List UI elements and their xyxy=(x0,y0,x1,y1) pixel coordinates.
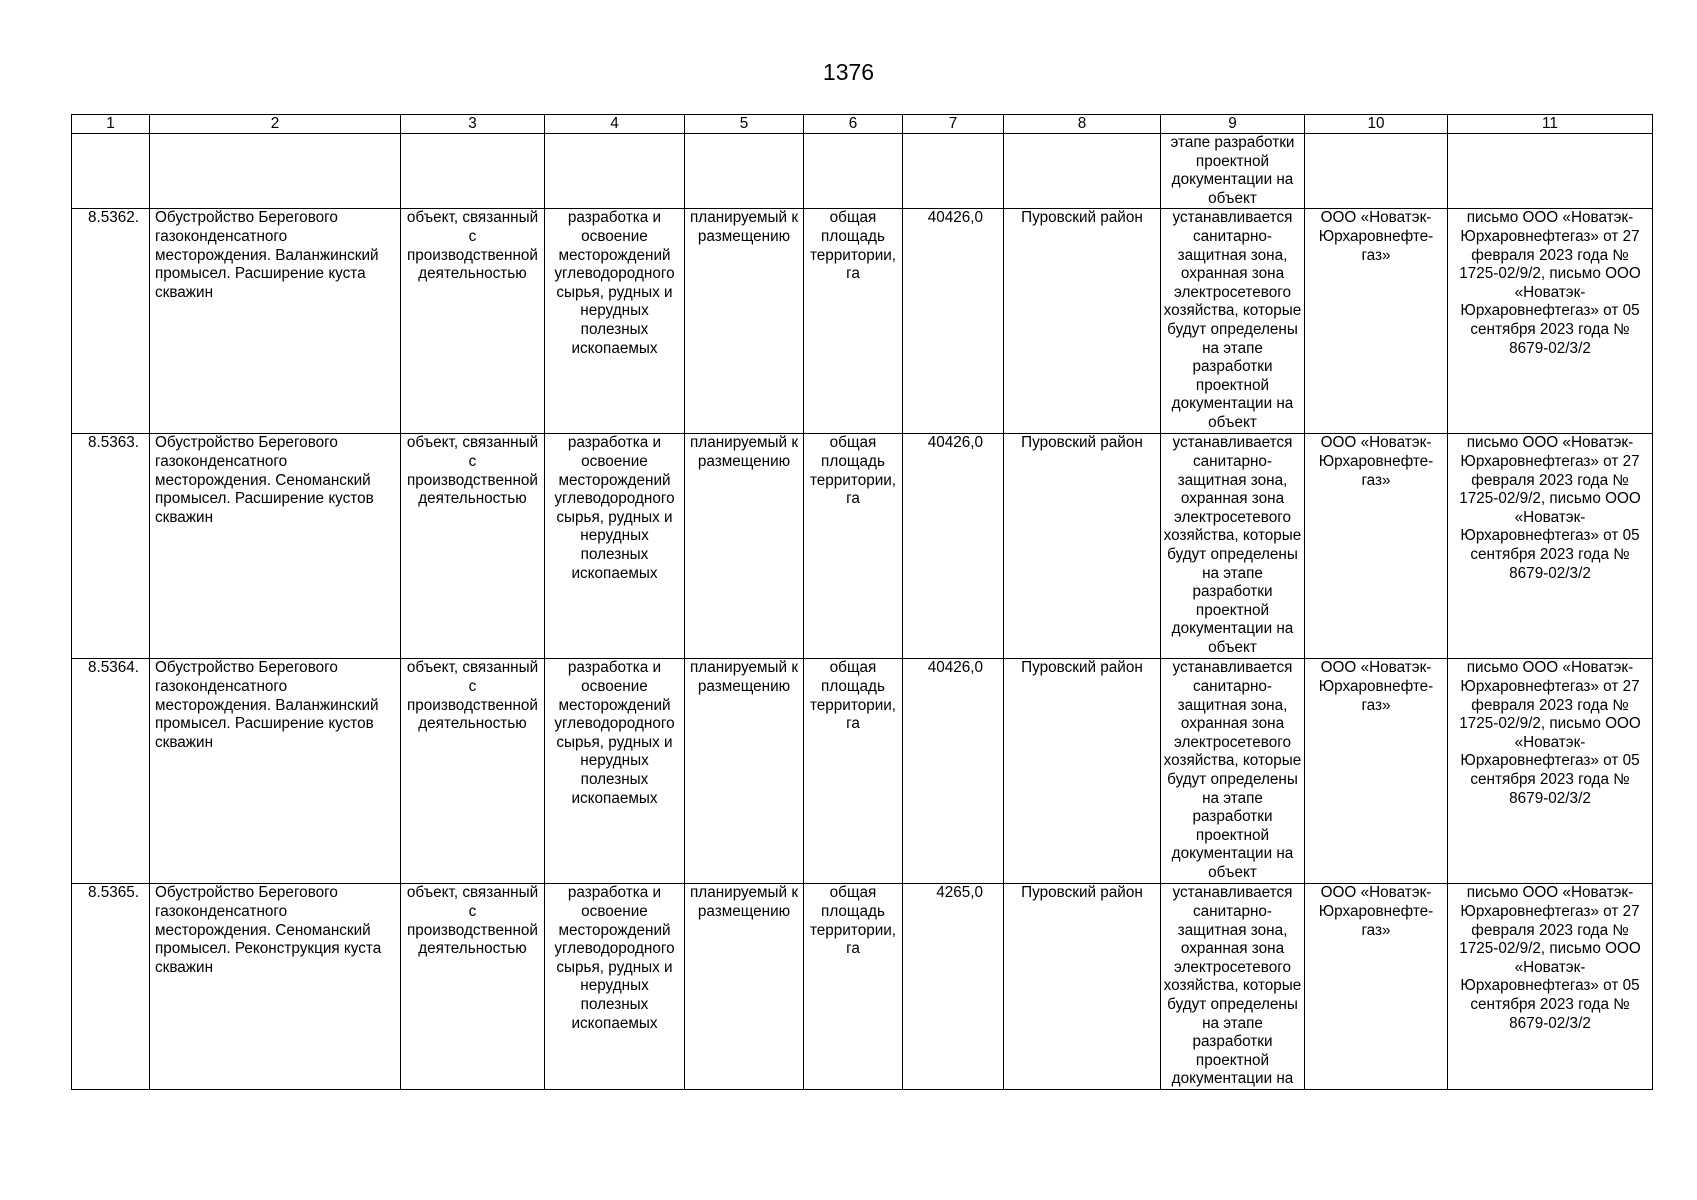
column-header: 9 xyxy=(1161,115,1305,134)
table-row xyxy=(72,659,1653,884)
column-header: 2 xyxy=(150,115,401,134)
object-name: Обустройство Берегового газоконденсатного месторождения. Сеноманский промысел. Расширение кустов скважин xyxy=(150,434,401,659)
table-row xyxy=(72,209,1653,434)
table-cell xyxy=(903,134,1004,209)
object-status: планируемый к размещению xyxy=(685,434,804,659)
basis-cell: письмо ООО «Новатэк-Юрхаровнефтегаз» от 27 февраля 2023 года № 1725-02/9/2, письмо ООО «Новатэк-Юрхаровнефтегаз» от 05 сентября 2023 года № 8679-02/3/2 xyxy=(1448,659,1653,884)
organization-cell: ООО «Новатэк-Юрхаровнефте-газ» xyxy=(1305,659,1448,884)
organization-cell: ООО «Новатэк-Юрхаровнефте-газ» xyxy=(1305,884,1448,1090)
zones-cell: этапе разработки проектной документации на объект xyxy=(1161,134,1305,209)
table-row xyxy=(72,434,1653,659)
row-number: 8.5365. xyxy=(72,884,150,1090)
zones-cell: устанавливается санитарно-защитная зона, охранная зона электросетевого хозяйства, которые будут определены на этапе разработки проектной документации на объект xyxy=(1161,209,1305,434)
table-cell xyxy=(545,134,685,209)
object-location: Пуровский район xyxy=(1004,434,1161,659)
zones-cell: устанавливается санитарно-защитная зона, охранная зона электросетевого хозяйства, которые будут определены на этапе разработки проектной документации на объект xyxy=(1161,434,1305,659)
object-status: планируемый к размещению xyxy=(685,659,804,884)
column-header: 5 xyxy=(685,115,804,134)
object-purpose: разработка и освоение месторождений углеводородного сырья, рудных и нерудных полезных ископаемых xyxy=(545,209,685,434)
object-location: Пуровский район xyxy=(1004,659,1161,884)
object-type: объект, связанный с производственной деятельностью xyxy=(401,209,545,434)
table-cell xyxy=(150,134,401,209)
basis-cell: письмо ООО «Новатэк-Юрхаровнефтегаз» от 27 февраля 2023 года № 1725-02/9/2, письмо ООО «Новатэк-Юрхаровнефтегаз» от 05 сентября 2023 года № 8679-02/3/2 xyxy=(1448,434,1653,659)
table-cell xyxy=(804,134,903,209)
table-cell xyxy=(685,134,804,209)
continuation-row xyxy=(72,134,1653,209)
table-cell xyxy=(1305,134,1448,209)
object-value: 40426,0 xyxy=(903,434,1004,659)
row-number: 8.5362. xyxy=(72,209,150,434)
column-header: 6 xyxy=(804,115,903,134)
object-name: Обустройство Берегового газоконденсатного месторождения. Сеноманский промысел. Реконструкция куста скважин xyxy=(150,884,401,1090)
row-number: 8.5364. xyxy=(72,659,150,884)
column-header: 11 xyxy=(1448,115,1653,134)
column-header: 4 xyxy=(545,115,685,134)
object-location: Пуровский район xyxy=(1004,884,1161,1090)
object-characteristic: общая площадь территории, га xyxy=(804,434,903,659)
object-name: Обустройство Берегового газоконденсатного месторождения. Валанжинский промысел. Расширение кустов скважин xyxy=(150,659,401,884)
zones-cell: устанавливается санитарно-защитная зона, охранная зона электросетевого хозяйства, которые будут определены на этапе разработки проектной документации на xyxy=(1161,884,1305,1090)
object-value: 40426,0 xyxy=(903,209,1004,434)
object-type: объект, связанный с производственной деятельностью xyxy=(401,434,545,659)
object-type: объект, связанный с производственной деятельностью xyxy=(401,659,545,884)
column-header: 7 xyxy=(903,115,1004,134)
page-number: 1376 xyxy=(822,59,875,85)
object-value: 4265,0 xyxy=(903,884,1004,1090)
basis-cell: письмо ООО «Новатэк-Юрхаровнефтегаз» от 27 февраля 2023 года № 1725-02/9/2, письмо ООО «Новатэк-Юрхаровнефтегаз» от 05 сентября 2023 года № 8679-02/3/2 xyxy=(1448,884,1653,1090)
zones-cell: устанавливается санитарно-защитная зона, охранная зона электросетевого хозяйства, которые будут определены на этапе разработки проектной документации на объект xyxy=(1161,659,1305,884)
table-cell xyxy=(1448,134,1653,209)
object-status: планируемый к размещению xyxy=(685,209,804,434)
object-purpose: разработка и освоение месторождений углеводородного сырья, рудных и нерудных полезных ископаемых xyxy=(545,884,685,1090)
table-cell xyxy=(1004,134,1161,209)
table-cell xyxy=(401,134,545,209)
column-header: 1 xyxy=(72,115,150,134)
basis-cell: письмо ООО «Новатэк-Юрхаровнефтегаз» от 27 февраля 2023 года № 1725-02/9/2, письмо ООО «Новатэк-Юрхаровнефтегаз» от 05 сентября 2023 года № 8679-02/3/2 xyxy=(1448,209,1653,434)
column-header: 10 xyxy=(1305,115,1448,134)
registry-table xyxy=(71,114,1653,1090)
object-characteristic: общая площадь территории, га xyxy=(804,659,903,884)
object-value: 40426,0 xyxy=(903,659,1004,884)
column-header: 8 xyxy=(1004,115,1161,134)
object-name: Обустройство Берегового газоконденсатного месторождения. Валанжинский промысел. Расширение куста скважин xyxy=(150,209,401,434)
object-characteristic: общая площадь территории, га xyxy=(804,884,903,1090)
organization-cell: ООО «Новатэк-Юрхаровнефте-газ» xyxy=(1305,434,1448,659)
object-location: Пуровский район xyxy=(1004,209,1161,434)
object-characteristic: общая площадь территории, га xyxy=(804,209,903,434)
header-row xyxy=(72,115,1653,134)
column-header: 3 xyxy=(401,115,545,134)
object-status: планируемый к размещению xyxy=(685,884,804,1090)
organization-cell: ООО «Новатэк-Юрхаровнефте-газ» xyxy=(1305,209,1448,434)
table-cell xyxy=(72,134,150,209)
table-row xyxy=(72,884,1653,1090)
object-purpose: разработка и освоение месторождений углеводородного сырья, рудных и нерудных полезных ископаемых xyxy=(545,659,685,884)
row-number: 8.5363. xyxy=(72,434,150,659)
object-purpose: разработка и освоение месторождений углеводородного сырья, рудных и нерудных полезных ископаемых xyxy=(545,434,685,659)
object-type: объект, связанный с производственной деятельностью xyxy=(401,884,545,1090)
